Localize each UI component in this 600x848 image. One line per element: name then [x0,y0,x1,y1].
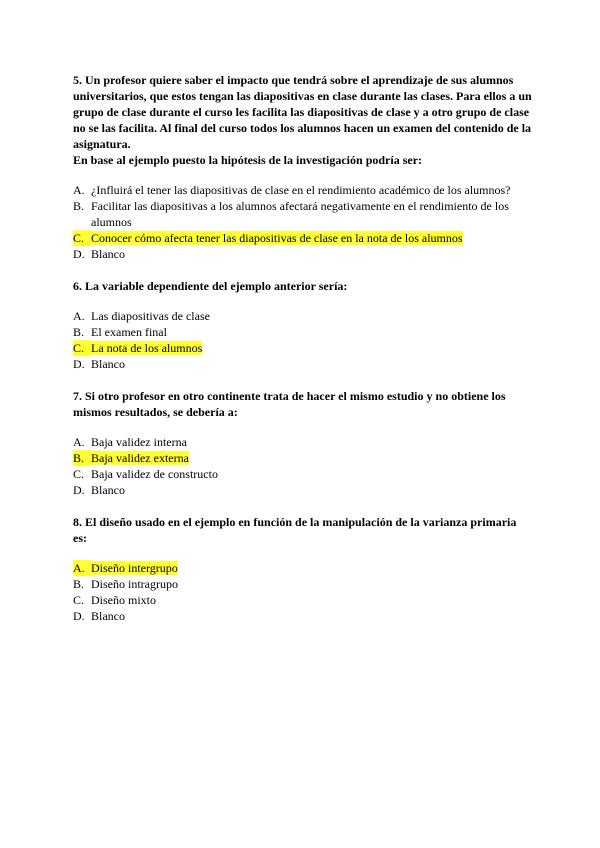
option-text: Diseño intragrupo [91,577,178,591]
option-letter: A. [73,183,85,197]
question-5-text: 5. Un profesor quiere saber el impacto que tendrá sobre el aprendizaje de sus alumnos universitarios, que estos tengan las diapositivas en clase durante las clases. Para ellos a un grupo de clase durante el curso les facilita las diapositivas de clase y a otro grupo de clase no se las facilita. Al final del curso todos los alumnos hacen un examen del contenido de la asignatura. [73,73,532,151]
question-7 [73,388,533,498]
option-text: Baja validez interna [91,435,187,449]
question-5 [73,72,533,262]
option-letter: B. [73,450,91,466]
option-text: Facilitar las diapositivas a los alumnos afectará negativamente en el rendimiento de los alumnos [91,199,509,229]
option-5a [73,182,533,198]
question-7-options [73,434,533,498]
option-8c [73,592,533,608]
option-text: Las diapositivas de clase [91,309,210,323]
option-text-highlighted: Baja validez externa [91,451,189,465]
option-text: El examen final [91,325,167,339]
option-7b [73,450,533,466]
option-letter: B. [73,199,85,213]
option-text: Blanco [91,247,125,261]
option-7d [73,482,533,498]
option-letter: B. [73,577,85,591]
question-5-prompt: En base al ejemplo puesto la hipótesis de la investigación podría ser: [73,153,423,167]
question-8-options [73,560,533,624]
question-8-text: 8. El diseño usado en el ejemplo en función de la manipulación de la varianza primaria es: [73,515,517,545]
option-letter: C. [73,467,85,481]
option-letter: B. [73,325,85,339]
option-letter: D. [73,483,85,497]
question-6 [73,278,533,372]
option-letter: A. [73,560,91,576]
option-letter: C. [73,340,91,356]
option-text: Blanco [91,357,125,371]
question-7-text: 7. Si otro profesor en otro continente trata de hacer el mismo estudio y no obtiene los mismos resultados, se debería a: [73,389,506,419]
option-text-highlighted: La nota de los alumnos [91,341,203,355]
option-letter: D. [73,357,85,371]
option-text: Diseño mixto [91,593,156,607]
option-text: ¿Influirá el tener las diapositivas de clase en el rendimiento académico de los alumnos? [91,183,511,197]
option-8b [73,576,533,592]
question-5-options [73,182,533,262]
option-text-highlighted: Conocer cómo afecta tener las diapositivas de clase en la nota de los alumnos [91,231,463,245]
option-6d [73,356,533,372]
option-text: Baja validez de constructo [91,467,218,481]
option-5b [73,198,533,230]
document-content [73,72,533,640]
option-letter: C. [73,593,85,607]
option-7c [73,466,533,482]
option-text-highlighted: Diseño intergrupo [91,561,178,575]
question-8 [73,514,533,624]
option-7a [73,434,533,450]
option-letter: A. [73,435,85,449]
option-letter: D. [73,609,85,623]
option-8d [73,608,533,624]
option-text: Blanco [91,609,125,623]
option-6c [73,340,533,356]
question-6-text: 6. La variable dependiente del ejemplo anterior sería: [73,279,348,293]
option-letter: A. [73,309,85,323]
option-5c [73,230,533,246]
option-6b [73,324,533,340]
option-8a [73,560,533,576]
option-5d [73,246,533,262]
option-letter: C. [73,230,91,246]
question-6-options [73,308,533,372]
option-6a [73,308,533,324]
option-text: Blanco [91,483,125,497]
option-letter: D. [73,247,85,261]
